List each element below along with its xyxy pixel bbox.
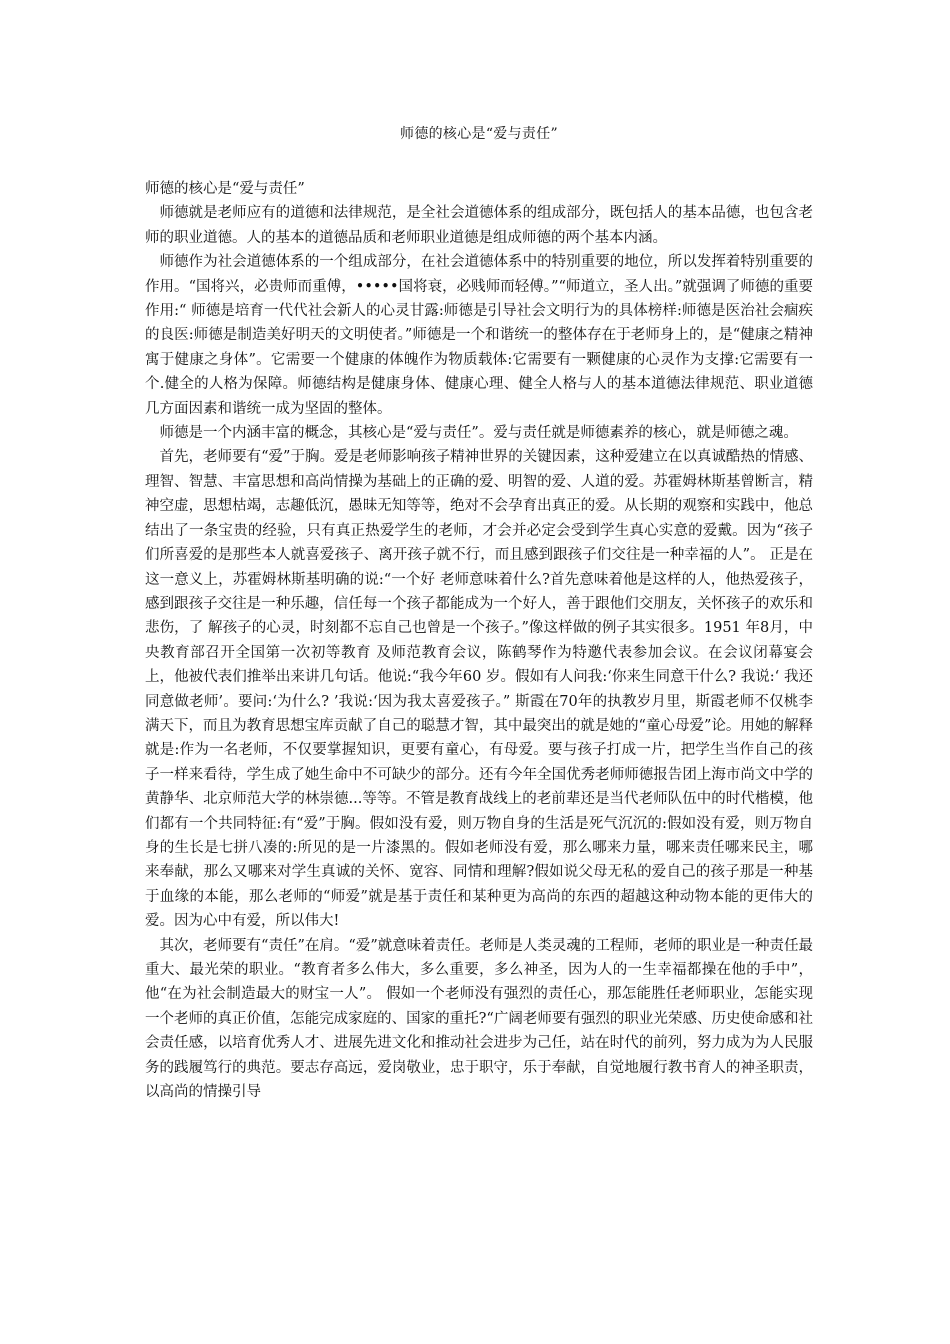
document-body (145, 177, 813, 1104)
paragraph-core: 师德是一个内涵丰富的概念，其核心是“爱与责任”。爱与责任就是师德素养的核心，就是师德之魂。 (159, 425, 798, 442)
document-title: 师德的核心是“爱与责任” (400, 126, 558, 142)
document-subtitle: 师德的核心是“爱与责任” (145, 181, 305, 197)
paragraph-responsibility: 其次，老师要有“责任”在肩。“爱”就意味着责任。老师是人类灵魂的工程师，老师的职业是一种责任最重大、最光荣的职业。“教育者多么伟大，多么重要，多么神圣，因为人的一生幸福都操在他的手中”，他“在为社会制造最大的财宝一人”。 假如一个老师没有强烈的责任心，那怎能胜任老师职业，怎能实现一个老师的真正价值，怎能完成家庭的、国家的重托?“广阔老师要有强烈的职业光荣感、历史使命感和社会责任感，以培育优秀人才、进展先进文化和推动社会进步为己任，站在时代的前列，努力成为为人民服务的践履笃行的典范。要志存高远，爱岗敬业，忠于职守，乐于奉献，自觉地履行教书育人的神圣职责，以高尚的情操引导 (145, 937, 813, 1101)
paragraph-importance: 师德作为社会道德体系的一个组成部分，在社会道德体系中的特别重要的地位，所以发挥着特别重要的作用。“国将兴，必贵师而重傅，•••••国将衰，必贱师而轻傅。”“师道立，圣人出。”就强调了师德的重要作用:“ 师德是培育一代代社会新人的心灵甘露:师德是引导社会文明行为的具体榜样:师德是医治社会痼疾的良医:师德是制造美好明天的文明使者。”师德是一个和谐统一的整体存在于老师身上的，是“健康之精神寓于健康之身体”。它需要一个健康的体魄作为物质载体:它需要有一颗健康的心灵作为支撑:它需要有一个.健全的人格为保障。师德结构是健康身体、健康心理、健全人格与人的基本道德法律规范、职业道德几方面因素和谐统一成为坚固的整体。 (145, 254, 813, 417)
paragraph-definition: 师德就是老师应有的道德和法律规范，是全社会道德体系的组成部分，既包括人的基本品德，也包含老师的职业道德。人的基本的道德品质和老师职业道德是组成师德的两个基本内涵。 (145, 205, 813, 246)
paragraph-love: 首先，老师要有“爱”于胸。爱是老师影响孩子精神世界的关键因素，这种爱建立在以真诚酷热的情感、理智、智慧、丰富思想和高尚情操为基础上的正确的爱、明智的爱、人道的爱。苏霍姆林斯基曾断言，精神空虚，思想枯竭，志趣低沉，愚昧无知等等，绝对不会孕育出真正的爱。从长期的观察和实践中，他总结出了一条宝贵的经验，只有真正热爱学生的老师，才会并必定会受到学生真心实意的爱戴。因为“孩子们所喜爱的是那些本人就喜爱孩子、离开孩子就不行，而且感到跟孩子们交往是一种幸福的人”。 正是在这一意义上，苏霍姆林斯基明确的说:“一个好 老师意味着什么?首先意味着他是这样的人，他热爱孩子，感到跟孩子交往是一种乐趣，信任每一个孩子都能成为一个好人，善于跟他们交朋友，关怀孩子的欢乐和悲伤，了 解孩子的心灵，时刻都不忘自己也曾是一个孩子。”像这样做的例子其实很多。1951 年8月，中央教育部召开全国第一次初等教育 及师范教育会议，陈鹤琴作为特邀代表参加会议。在会议闭幕宴会上，他被代表们推举出来讲几句话。他说:“我今年60 岁。假如有人问我:‘你来生同意干什么? 我说:‘ 我还同意做老师’。要问:‘为什么? ’我说:‘因为我太喜爱孩子。” 斯霞在70年的执教岁月里，斯霞老师不仅桃李满天下，而且为教育思想宝库贡献了自己的聪慧才智，其中最突出的就是她的“童心母爱”论。用她的解释就是:作为一名老师，不仅要掌握知识，更要有童心，有母爱。要与孩子打成一片，把学生当作自己的孩子一样来看待，学生成了她生命中不可缺少的部分。还有今年全国优秀老师师德报告团上海市尚文中学的黄静华、北京师范大学的林崇德...等等。不管是教育战线上的老前辈还是当代老师队伍中的时代楷模，他们都有一个共同特征:有“爱”于胸。假如没有爱，则万物自身的生活是死气沉沉的:假如没有爱，则万物自身的生长是七拼八凑的:所见的是一片漆黑的。假如老师没有爱，那么哪来力量，哪来责任哪来民主，哪来奉献，那么又哪来对学生真诚的关怀、宽容、同情和理解?假如说父母无私的爱自己的孩子那是一种基于血缘的本能，那么老师的“师爱”就是基于责任和某种更为高尚的东西的超越这种动物本能的更伟大的爱。因为心中有爱，所以伟大! (145, 449, 813, 930)
